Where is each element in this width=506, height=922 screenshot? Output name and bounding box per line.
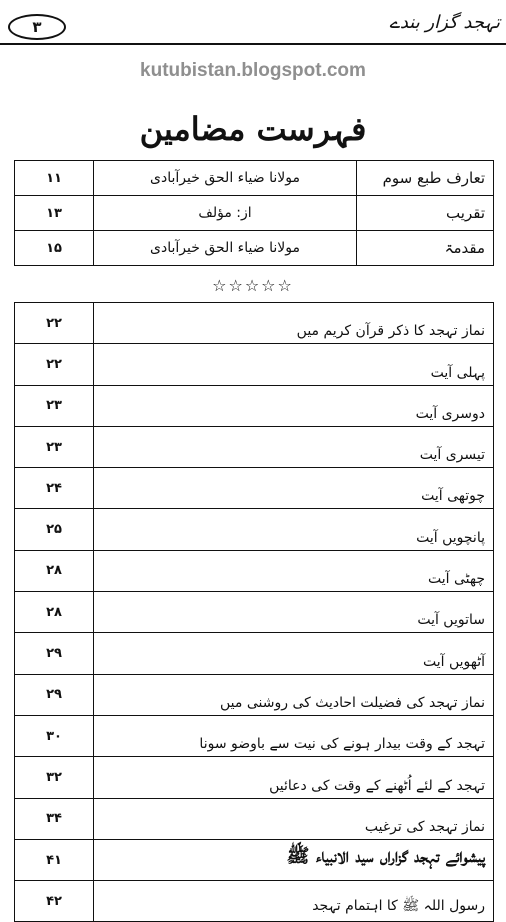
page-number: ۴۲ [15, 881, 94, 922]
contents-row [15, 881, 494, 922]
chapter-title: پانچویں آیت [94, 509, 494, 550]
intro-row [15, 161, 494, 196]
page-number: ۱۱ [15, 161, 94, 196]
author-name: مولانا ضیاء الحق خیرآبادی [94, 161, 357, 196]
contents-row [15, 303, 494, 344]
chapter-title: پیشوائے تہجد گزاراں سید الانبیاء ﷺ [94, 839, 494, 880]
contents-row [15, 509, 494, 550]
contents-row [15, 426, 494, 467]
section-title: تقریب [357, 196, 494, 231]
chapter-title: دوسری آیت [94, 385, 494, 426]
page-number: ۲۵ [15, 509, 94, 550]
contents-row [15, 798, 494, 839]
page-number: ۲۸ [15, 550, 94, 591]
chapter-title: نماز تہجد کی ترغیب [94, 798, 494, 839]
page-number: ۳۴ [15, 798, 94, 839]
author-name: از: مؤلف [94, 196, 357, 231]
chapter-title: رسول اللہ ﷺ کا اہتمام تہجد [94, 881, 494, 922]
contents-row [15, 592, 494, 633]
page-number: ۲۳ [15, 426, 94, 467]
contents-row [15, 633, 494, 674]
divider-stars: ☆☆☆☆☆ [212, 276, 294, 295]
page-number-badge: ۳ [8, 14, 66, 40]
contents-row [15, 468, 494, 509]
page-number: ۲۳ [15, 385, 94, 426]
page-number: ۲۹ [15, 674, 94, 715]
contents-row [15, 344, 494, 385]
book-title: تہجد گزار بندے [389, 12, 500, 33]
page-number: ۲۸ [15, 592, 94, 633]
chapter-title: ساتویں آیت [94, 592, 494, 633]
section-title: تعارف طبع سوم [357, 161, 494, 196]
chapter-title: آٹھویں آیت [94, 633, 494, 674]
contents-row [15, 839, 494, 880]
page-number: ۲۲ [15, 344, 94, 385]
header-rule [0, 43, 506, 45]
page-number: ۲۴ [15, 468, 94, 509]
chapter-title: تیسری آیت [94, 426, 494, 467]
toc-heading: فہرست مضامین [139, 110, 367, 148]
intro-row [15, 231, 494, 266]
contents-table [14, 302, 494, 922]
page-header [0, 0, 506, 48]
chapter-title: تہجد کے لئے اُٹھنے کے وقت کی دعائیں [94, 757, 494, 798]
chapter-title: نماز تہجد کی فضیلت احادیث کی روشنی میں [94, 674, 494, 715]
chapter-title: تہجد کے وقت بیدار ہونے کی نیت سے باوضو سونا [94, 715, 494, 756]
contents-row [15, 674, 494, 715]
page-number: ۳۰ [15, 715, 94, 756]
author-name: مولانا ضیاء الحق خیرآبادی [94, 231, 357, 266]
intro-row [15, 196, 494, 231]
page-number: ۴۱ [15, 839, 94, 880]
chapter-title: پہلی آیت [94, 344, 494, 385]
contents-row [15, 715, 494, 756]
page-number: ۱۳ [15, 196, 94, 231]
page-number: ۳۲ [15, 757, 94, 798]
contents-row [15, 385, 494, 426]
contents-row [15, 757, 494, 798]
intro-table [14, 160, 494, 266]
page-number: ۲۲ [15, 303, 94, 344]
chapter-title: چھٹی آیت [94, 550, 494, 591]
section-title: مقدمۃ [357, 231, 494, 266]
page-number: ۲۹ [15, 633, 94, 674]
chapter-title: نماز تہجد کا ذکر قرآن کریم میں [94, 303, 494, 344]
chapter-title: چوتھی آیت [94, 468, 494, 509]
contents-row [15, 550, 494, 591]
watermark-text: kutubistan.blogspot.com [140, 60, 366, 81]
page-number: ۱۵ [15, 231, 94, 266]
